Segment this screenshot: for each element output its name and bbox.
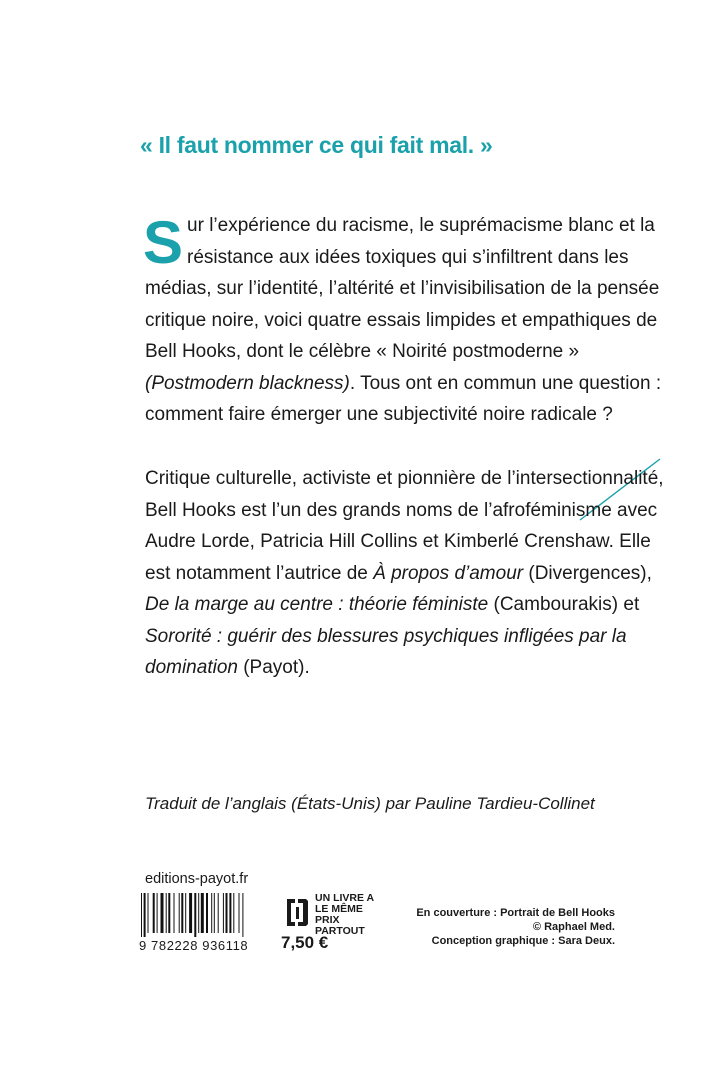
barcode-bar bbox=[214, 893, 215, 933]
paragraph-text: . Tous ont en commun une question : comment faire émerger une subjectivité noire radicale ? bbox=[145, 372, 662, 425]
barcode-bar bbox=[198, 893, 199, 933]
description-paragraph bbox=[145, 210, 665, 431]
barcode-bar bbox=[189, 893, 192, 933]
barcode-bar bbox=[181, 893, 183, 933]
book-title: De la marge au centre : théorie féministe bbox=[145, 594, 489, 615]
same-price-label bbox=[315, 893, 385, 937]
barcode-bar bbox=[229, 893, 231, 933]
barcode-bar bbox=[185, 893, 186, 933]
translator-credit: Traduit de l’anglais (États-Unis) par Pauline Tardieu-Collinet bbox=[145, 794, 595, 813]
book-title: Sororité : guérir des blessures psychiques infligées par la domination bbox=[145, 625, 627, 678]
paragraph-italic-title: (Postmodern blackness) bbox=[145, 372, 350, 394]
paragraph-text: Critique culturelle, activiste et pionnière de l’intersectionnalité, Bell Hooks est l’un des grands noms de l’afroféminisme avec Audre Lorde, Patricia Hill Collins et Kimberlé Crenshaw. Elle est notamment l’autrice de bbox=[145, 468, 664, 584]
logo-text-line: UN LIVRE A bbox=[315, 892, 375, 904]
isbn-number: 9 782228 936118 bbox=[139, 938, 249, 953]
barcode-bar bbox=[239, 893, 240, 933]
logo-text-line: PARTOUT bbox=[315, 925, 365, 937]
barcode-bar bbox=[166, 893, 167, 933]
author-bio-paragraph bbox=[145, 463, 665, 684]
barcode-bar bbox=[153, 893, 155, 933]
barcode-bar bbox=[201, 893, 204, 933]
barcode-bar bbox=[226, 893, 228, 933]
barcode-bar bbox=[242, 893, 243, 937]
price: 7,50 € bbox=[281, 933, 329, 952]
barcode-bar bbox=[179, 893, 180, 933]
barcode bbox=[139, 893, 279, 942]
barcode-bar bbox=[206, 893, 208, 933]
paragraph-text: (Payot). bbox=[237, 657, 310, 678]
barcode-bar bbox=[211, 893, 212, 933]
barcode-bar bbox=[194, 893, 196, 937]
barcode-bar bbox=[148, 893, 149, 933]
barcode-bar bbox=[233, 893, 234, 933]
barcode-bar bbox=[218, 893, 219, 933]
cover-credits bbox=[416, 906, 615, 948]
barcode-bar bbox=[161, 893, 164, 933]
credit-line: © Raphael Med. bbox=[532, 921, 615, 933]
book-title: À propos d’amour bbox=[373, 562, 524, 584]
credit-line: Conception graphique : Sara Deux. bbox=[431, 935, 615, 947]
drop-cap: S bbox=[143, 209, 184, 276]
paragraph-text: ur l’expérience du racisme, le suprémacisme blanc et la résistance aux idées toxiques qui s’infiltrent dans les médias, sur l’identité, l’altérité et l’invisibilisation de la pensée critique noire, voici quatre essais limpides et empathiques de Bell Hooks, dont le célèbre « Noirité postmoderne » bbox=[145, 215, 660, 362]
barcode-bar bbox=[174, 893, 175, 933]
barcode-bar bbox=[157, 893, 158, 933]
credit-line: En couverture : Portrait de Bell Hooks bbox=[416, 907, 615, 919]
publisher-logo-icon bbox=[285, 897, 310, 928]
headline-quote: « Il faut nommer ce qui fait mal. » bbox=[140, 132, 493, 158]
barcode-bar bbox=[144, 893, 146, 937]
paragraph-text: (Cambourakis) et bbox=[488, 594, 640, 615]
paragraph-text: (Divergences), bbox=[523, 562, 652, 584]
barcode-bar bbox=[223, 893, 224, 933]
barcode-bar bbox=[168, 893, 170, 933]
barcode-bar bbox=[141, 893, 142, 937]
logo-text-line: LE MÊME PRIX bbox=[315, 903, 363, 926]
publisher-website: editions-payot.fr bbox=[145, 871, 249, 887]
